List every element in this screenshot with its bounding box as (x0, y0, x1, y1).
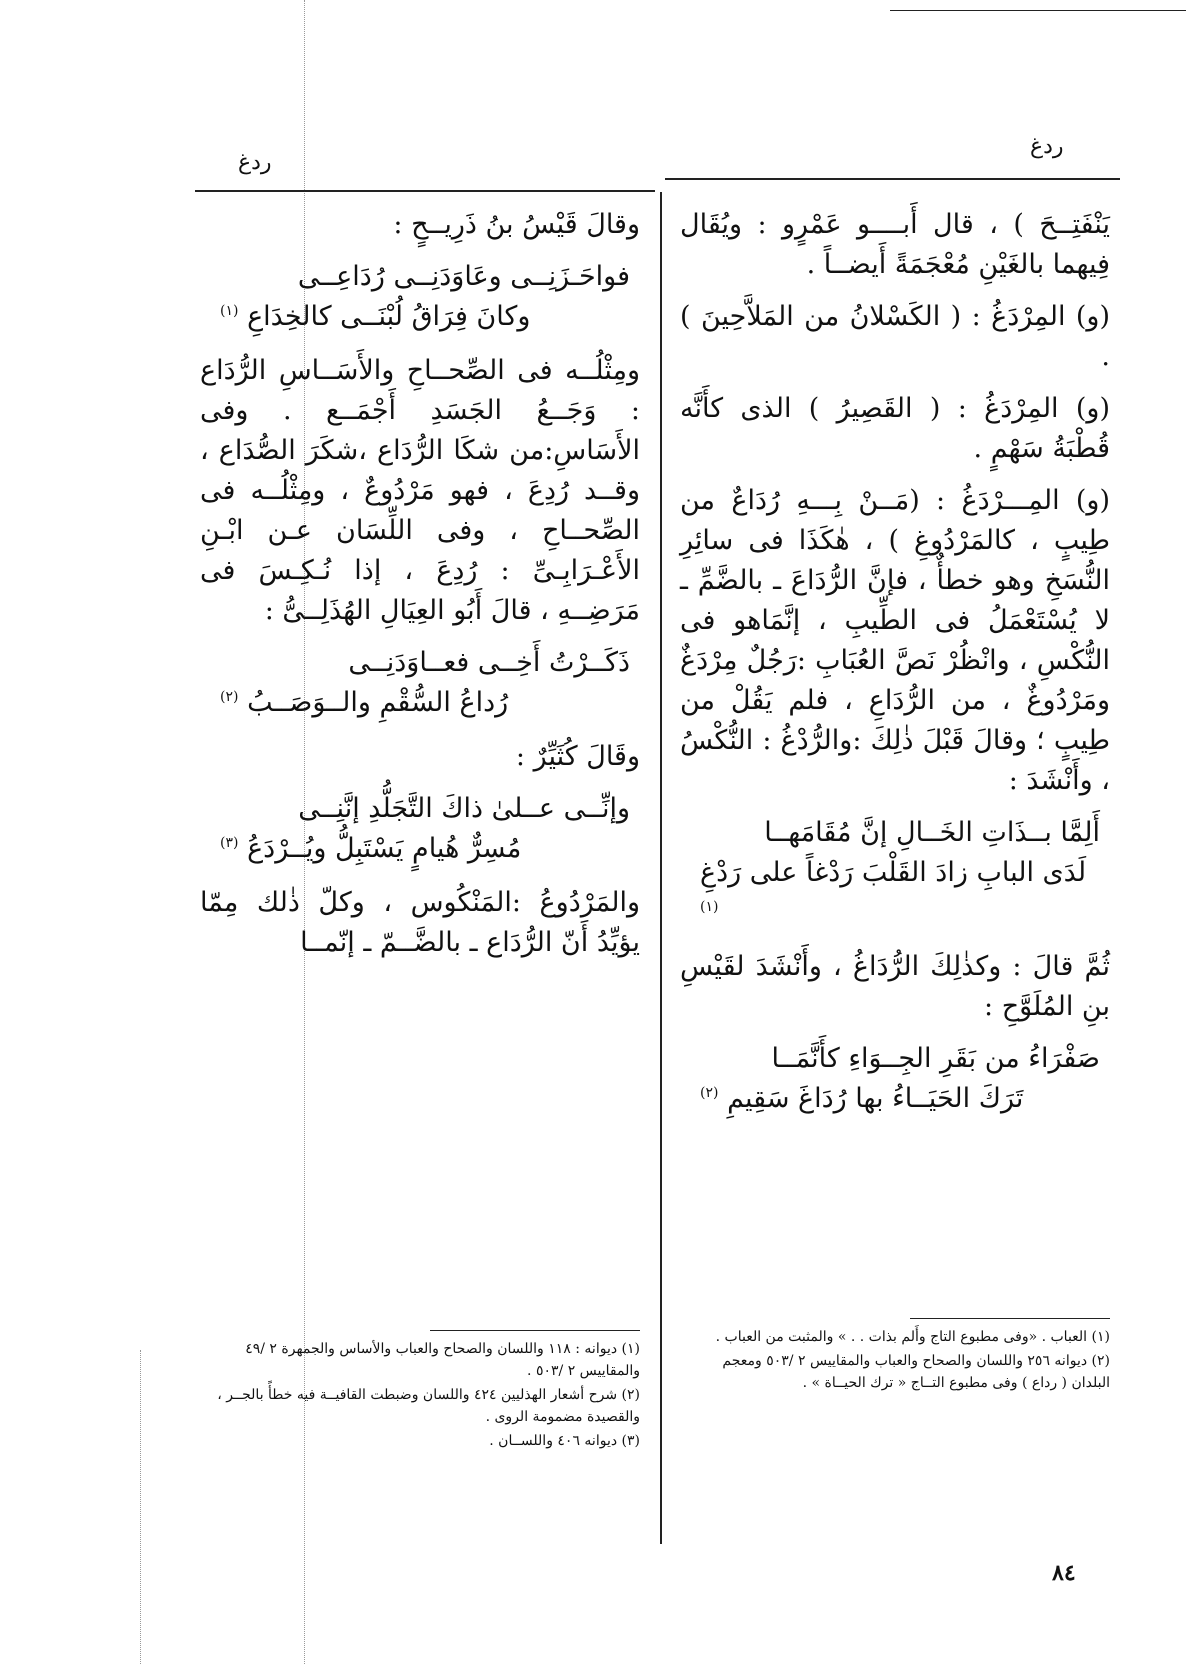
left-verse-1 (200, 257, 640, 337)
verse-hemistich-2-text: تَرَكَ الحَيَــاءُ بها رُدَاغَ سَقِيمِ (727, 1083, 1024, 1114)
verse-hemistich-2 (680, 1079, 1110, 1119)
right-paragraph-2: (و) المِرْدَغُ : ( الكَسْلانُ من المَلاَّحِينَ ) . (680, 301, 1110, 372)
left-intro: وقالَ قَيْسُ بنُ ذَرِيــحٍ : (393, 209, 640, 240)
right-paragraph-4: (و) المِـــرْدَغُ : (مَــنْ بِـــهِ رُدَاعٌ من طِيبٍ ، كالمَرْدُوغِ ) ، هٰكَذَا فى سائِرِ النُّسَخِ وهو خطأٌ ، فإنَّ الرُّدَاعَ ـ بالضَّمِّ ـ لا يُسْتَعْمَلُ فى الطِّيبِ ، إنَّمَاهو فى النُّكْسِ ، وانْظُرْ نَصَّ العُبَابِ :رَجُلٌ مِرْدَغٌ ومَرْدُوغٌ ، من الرُّدَاعِ ، فلم يَقُلْ من طِيبٍ ؛ وقالَ قَبْلَ ذٰلِكَ :والرُّدْغُ : النُّكْسُ ، وأَنْشَدَ : (680, 485, 1110, 796)
left-paragraph-1: ومِثْلُــه فى الصِّحــاحِ والأَسَــاسِ الرُّدَاع : وَجَــعُ الجَسَدِ أَجْمَــع . وفى الأَسَاسِ:من شكَا الرُّدَاع ،شكَرَ الصُّدَاع ، وقــد رُدِعَ ، فهو مَرْدُوعٌ ، ومِثْلُــه فى الصِّحــاحِ ، وفى اللِّسَان عـن ابْـنِ الأَعْـرَابِـىِّ : رُدِعَ ، إذا نُـكِـسَ فى مَرَضِــهِ ، قالَ أَبُو العِيَالِ الهُذَلِــىُّ : (200, 355, 640, 626)
right-verse-1 (680, 813, 1110, 933)
footnote-rule-left (430, 1330, 640, 1331)
right-column (680, 205, 1110, 1133)
left-footnotes (200, 1338, 640, 1454)
column-divider (660, 192, 662, 1544)
verse-hemistich-1: ذَكَــرْتُ أَخِــى فعــاوَدَنِــى (348, 647, 630, 678)
footnote-ref: (٣) (220, 835, 239, 851)
verse-hemistich-2-text: مُسِرٌّ هُيامٍ يَسْتَبِلُّ ويُــرْدَعُ (247, 833, 522, 864)
verse-hemistich-2 (680, 853, 1110, 933)
verse-hemistich-2 (200, 829, 640, 869)
header-right: ردغ (1030, 134, 1064, 159)
header-left: ردغ (238, 150, 272, 175)
verse-hemistich-2-text: وكانَ فِرَاقُ لُبْنَــى كالخِدَاعِ (247, 301, 531, 332)
footnote-item: (٢) شرح أشعار الهذليين ٤٢٤ واللسان وضبطت القافيــة فيه خطأً بالجــر ، والقصيدة مضمومة الروى . (217, 1387, 640, 1425)
verse-hemistich-1: وإنِّــى عــلىٰ ذاكَ التَّجَلُّدِ إنَّنِــى (298, 793, 630, 824)
right-paragraph-5: ثُمَّ قالَ : وكذٰلِكَ الرُّدَاغُ ، وأَنْشَدَ لقَيْسِ بنِ المُلَوَّحِ : (680, 951, 1110, 1022)
footnote-ref: (١) (220, 303, 239, 319)
left-column (200, 205, 640, 975)
verse-hemistich-2 (200, 683, 640, 723)
left-verse-2 (200, 643, 640, 723)
footnote-rule-right (910, 1318, 1110, 1319)
right-footnotes (680, 1326, 1110, 1396)
footnote-ref: (١) (700, 899, 719, 915)
right-paragraph-1: يَنْفَتِــحَ ) ، قال أَبــــو عَمْرٍو : ويُقَال فِيهما بالغَيْنِ مُعْجَمَةً أَيضــاً . (680, 209, 1110, 280)
verse-hemistich-1: صَفْرَاءُ من بَقَرِ الجِــوَاءِ كأَنَّمَــا (771, 1043, 1100, 1074)
footnote-ref: (٢) (220, 689, 239, 705)
verse-hemistich-1: فواحَـزَنِــى وعَاوَدَنِــى رُدَاعِــى (297, 261, 630, 292)
right-paragraph-3: (و) المِرْدَغُ : ( القَصِيرُ ) الذى كأَنَّه قُطْبَةُ سَهْمٍ . (680, 393, 1110, 464)
left-intro-2: وقَالَ كُثَيِّرٌ : (515, 741, 640, 772)
verse-hemistich-2-text: رُداعُ السُّقْمِ والــوَصَــبُ (247, 687, 509, 718)
top-edge-rule (890, 10, 1186, 11)
footnote-item: (٣) ديوانه ٤٠٦ واللســان . (489, 1433, 640, 1449)
left-verse-3 (200, 789, 640, 869)
footnote-item: (٢) ديوانه ٢٥٦ واللسان والصحاح والعباب والمقاييس ٢ /٥٠٣ ومعجم البلدان ( رداع ) وفى مطبوع التــاج « ترك الحيــاة » . (722, 1353, 1110, 1391)
left-paragraph-2: والمَرْدُوعُ :المَنْكُوس ، وكلّ ذٰلك مِمّا يؤيِّدُ أَنّ الرُّدَاع ـ بالضَّــمّ ـ إنّمــا (200, 887, 640, 958)
page-number: ٨٤ (1052, 1560, 1076, 1586)
footnote-ref: (٢) (700, 1085, 719, 1101)
footnote-item: (١) ديوانه : ١١٨ واللسان والصحاح والعباب والأساس والجمهرة ٢ /٤٩ والمقاييس ٢ /٥٠٣ . (245, 1341, 640, 1379)
right-verse-2 (680, 1039, 1110, 1119)
header-rule-left (195, 190, 655, 192)
footnote-item: (١) العباب . «وفى مطبوع التاج وأَلم بذات . . » والمثبت من العباب . (715, 1329, 1110, 1345)
header-rule-right (665, 178, 1120, 180)
verse-hemistich-2-text: لَدَى البابِ زادَ القَلْبَ رَدْغاً على رَدْغِ (700, 857, 1087, 888)
verse-hemistich-2 (200, 297, 640, 337)
guide-line (140, 1350, 141, 1664)
verse-hemistich-1: أَلِمَّا بــذَاتِ الخَــالِ إنَّ مُقَامَهــا (764, 817, 1100, 848)
